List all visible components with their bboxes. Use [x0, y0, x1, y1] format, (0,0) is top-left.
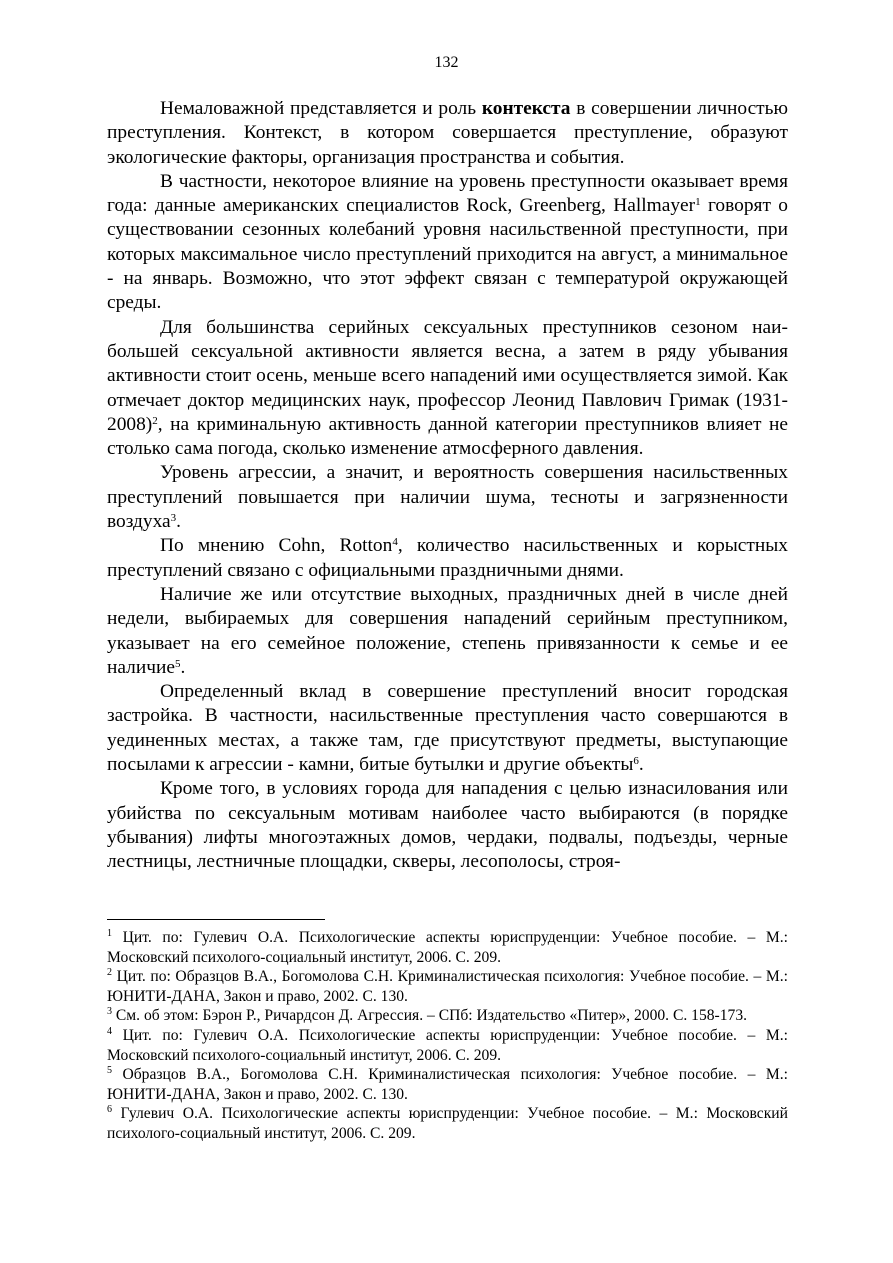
footnote-text: Цит. по: Гулевич О.А. Психологические аспекты юриспруденции: Учебное пособие. – М.: Московский психолого-социальный институт, 2006. С. 209.: [107, 929, 788, 966]
footnote-text: Цит. по: Гулевич О.А. Психологические аспекты юриспруденции: Учебное пособие. – М.: Московский психолого-социальный институт, 2006. С. 209.: [107, 1026, 788, 1064]
paragraph-text: .: [176, 511, 181, 533]
paragraph-context: [107, 97, 788, 170]
paragraph-text: в совершении личностью преступления. Контекст, в котором совершается преступление, образуют экологические факторы, организация пространства и события.: [107, 98, 788, 168]
footnote-ref: 4: [392, 536, 398, 549]
paragraph-text: .: [638, 754, 644, 776]
footnote: [107, 967, 788, 1006]
footnote: [107, 1026, 788, 1065]
footnote-number: 4: [107, 1025, 112, 1037]
footnote-ref: 3: [170, 512, 177, 524]
paragraph-text: Определенный вклад в совершение преступлений вносит городская застройка. В частности, насильственные преступления часто совершаются в уединенных местах, а также там, где присутствуют предметы, выступающие посылами к агрессии - камни, битые бутылки и другие объекты: [107, 681, 788, 776]
footnote: [107, 1065, 788, 1104]
footnote-ref: 5: [174, 657, 181, 670]
paragraph-text: .: [180, 656, 186, 678]
paragraph-urban: [107, 680, 788, 777]
bold-term: контекста: [481, 98, 571, 119]
footnote: [107, 1006, 788, 1026]
paragraph-text: Уровень агрессии, а значит, и вероятность совершения насильственных преступлений повышается при наличии шума, тесноты и загрязненности воздуха: [107, 462, 788, 533]
footnote-number: 3: [107, 1006, 112, 1018]
footnote-ref: 2: [152, 414, 158, 427]
paragraph-aggression: [107, 461, 788, 534]
paragraph-text: Немаловажной представляется и роль: [160, 98, 482, 119]
paragraph-weekdays: [107, 583, 788, 680]
paragraph-serial-offenders: [107, 316, 788, 462]
paragraph-text: По мнению Cohn, Rotton: [160, 535, 393, 557]
footnote: [107, 928, 788, 967]
page-number: 132: [434, 54, 459, 71]
paragraph-locations: [107, 777, 788, 874]
paragraph-text: Наличие же или отсутствие выходных, праздничных дней в числе дней недели, выбираемых для совершения нападений серийным преступником, указывает на его семейное положение, степень привязанности к семье и ее наличие: [107, 583, 788, 678]
footnote-number: 5: [107, 1065, 112, 1077]
footnote-text: См. об этом: Бэрон Р., Ричардсон Д. Агрессия. – СПб: Издательство «Питер», 2000. С. 158-173.: [112, 1007, 748, 1025]
footnote-number: 1: [107, 928, 112, 939]
footnote-number: 6: [107, 1104, 112, 1116]
footnote-text: Образцов В.А., Богомолова С.Н. Криминалистическая психология: Учебное пособие. – М.: ЮНИТИ-ДАНА, Закон и право, 2002. С. 130.: [107, 1066, 788, 1103]
footnotes: [107, 928, 788, 1144]
paragraph-text: Для большинства серийных сексуальных преступников сезоном наибольшей сексуальной активности является весна, а затем в ряду убывания активности стоит осень, меньше всего нападений ими осуществляется зимой. Как отмечает доктор медицинских наук, профессор Леонид Павлович Гримак (1931-2008): [107, 316, 788, 435]
footnote-ref: 1: [695, 196, 701, 209]
footnote: [107, 1104, 788, 1143]
body-text: [107, 97, 788, 875]
paragraph-season: [107, 170, 788, 316]
footnote-text: Гулевич О.А. Психологические аспекты юриспруденции: Учебное пособие. – М.: Московский психолого-социальный институт, 2006. С. 209.: [107, 1105, 788, 1142]
paragraph-text: Кроме того, в условиях города для нападения с целью изнасилования или убийства по сексуальным мотивам наиболее часто выбираются (в порядке убывания) лифты многоэтажных домов, чердаки, подвалы, подъезды, черные лестницы, лестничные площадки, скверы, лесополосы, строя-: [107, 778, 788, 873]
paragraph-text: , на криминальную активность данной категории преступников влияет не столько сама погода, сколько изменение атмосферного давления.: [107, 413, 788, 460]
footnote-text: Цит. по: Образцов В.А., Богомолова С.Н. Криминалистическая психология: Учебное пособие. – М.: ЮНИТИ-ДАНА, Закон и право, 2002. С. 130.: [107, 968, 788, 1005]
footnote-ref: 6: [633, 754, 639, 767]
footnote-divider: [107, 919, 325, 920]
paragraph-text: , количество насильственных и корыстных преступлений связано с официальными праздничными днями.: [107, 535, 788, 581]
footnote-number: 2: [107, 967, 112, 979]
paragraph-text: говорят о существовании сезонных колебаний уровня насильственной преступности, при которых максимальное число преступлений приходится на август, а минимальное - на январь. Возможно, что этот эффект связан с температурой окружающей среды.: [107, 195, 788, 314]
paragraph-text: В частности, некоторое влияние на уровень преступности оказывает время года: данные американских специалистов Rock, Greenberg, Hallmayer: [107, 170, 788, 217]
paragraph-holidays: [107, 534, 788, 583]
